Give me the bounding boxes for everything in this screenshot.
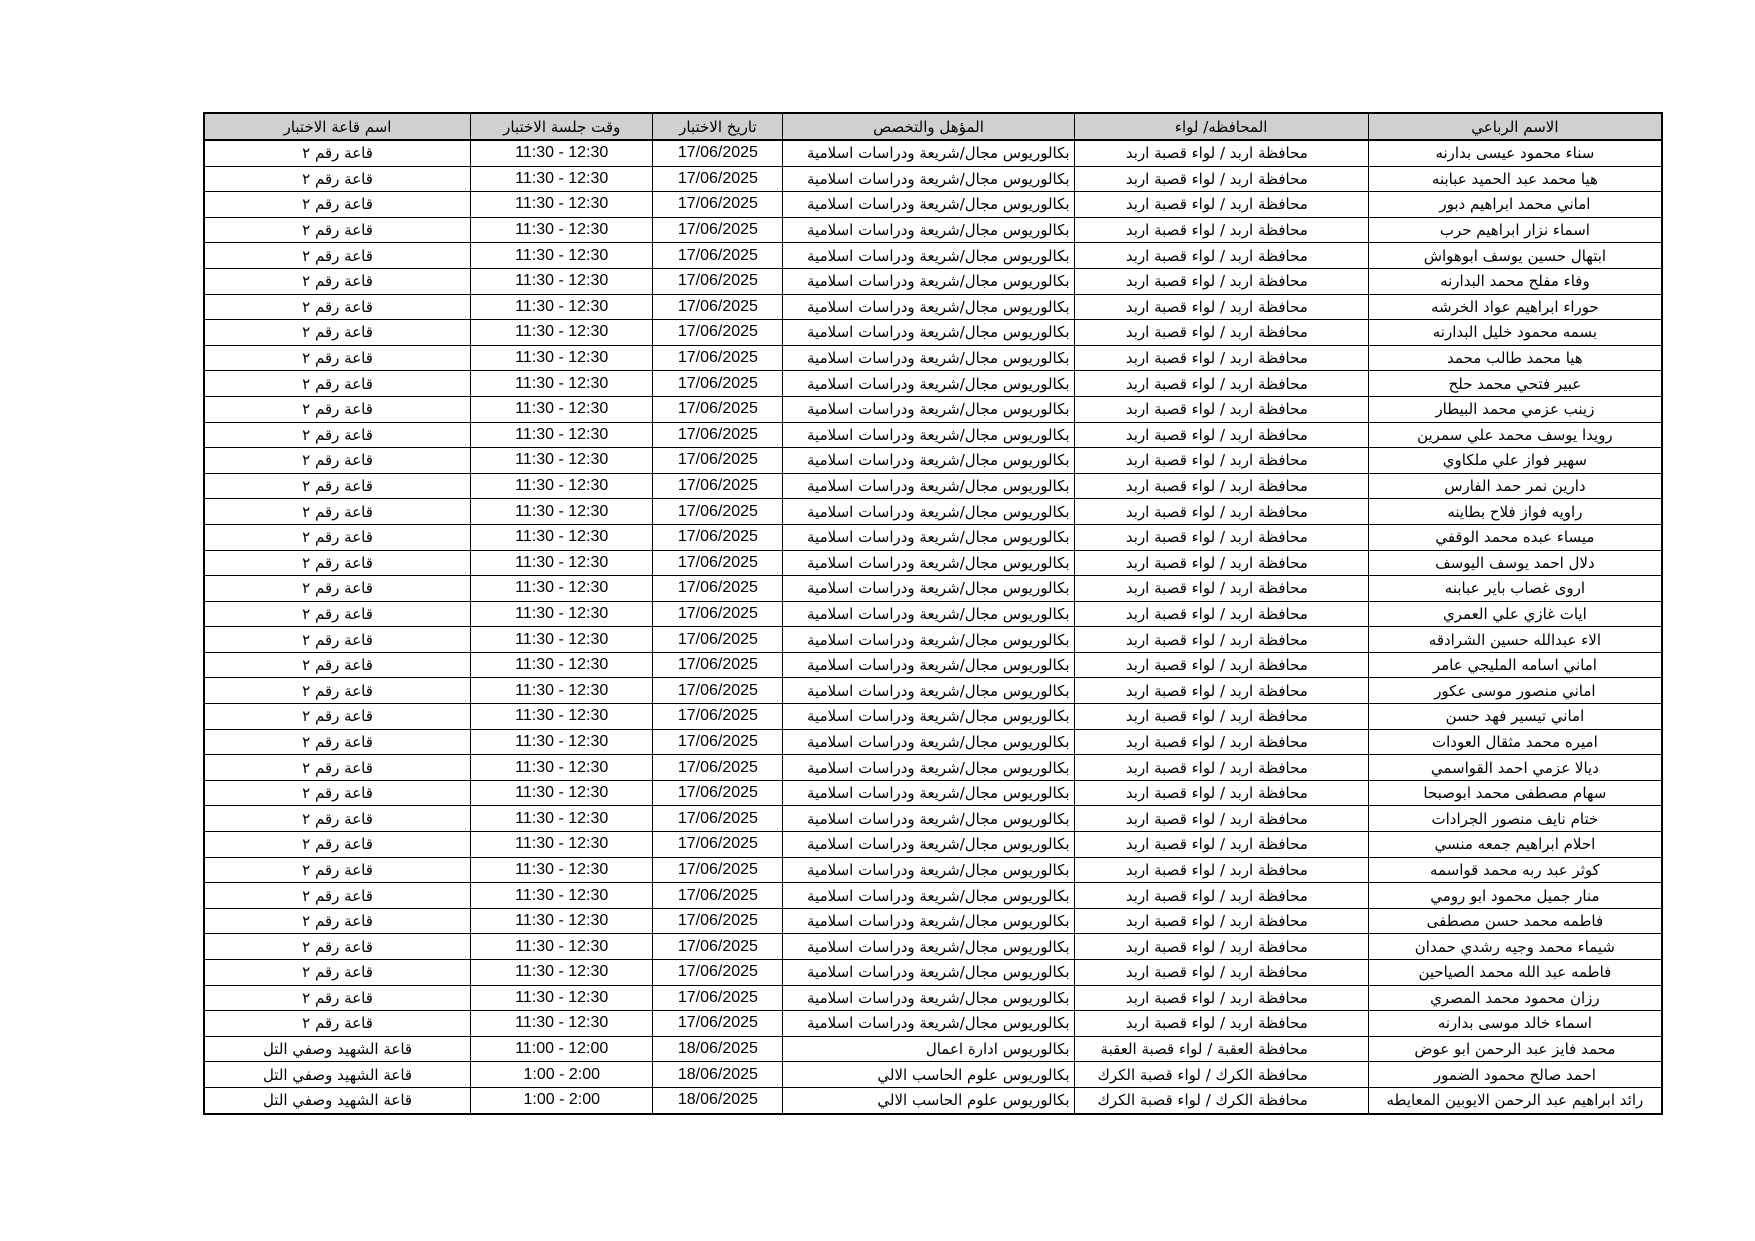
cell-time: 1:00 - 2:00	[471, 1087, 653, 1113]
table-row	[204, 806, 1662, 832]
cell-hall: قاعة رقم ٢	[204, 166, 471, 192]
cell-governorate: محافظة اربد / لواء قصبة اربد	[1074, 422, 1368, 448]
header-hall: اسم قاعة الاختبار	[204, 113, 471, 140]
table-row	[204, 217, 1662, 243]
cell-date: 18/06/2025	[653, 1036, 783, 1062]
cell-time: 11:30 - 12:30	[471, 473, 653, 499]
cell-date: 17/06/2025	[653, 524, 783, 550]
cell-time: 11:30 - 12:30	[471, 422, 653, 448]
cell-time: 11:30 - 12:30	[471, 755, 653, 781]
cell-name: اروى غصاب باير عبابنه	[1368, 576, 1662, 602]
cell-governorate: محافظة اربد / لواء قصبة اربد	[1074, 320, 1368, 346]
cell-hall: قاعة رقم ٢	[204, 601, 471, 627]
cell-governorate: محافظة اربد / لواء قصبة اربد	[1074, 1011, 1368, 1037]
cell-time: 11:30 - 12:30	[471, 320, 653, 346]
cell-hall: قاعة رقم ٢	[204, 934, 471, 960]
table-row	[204, 934, 1662, 960]
cell-name: سهير فواز علي ملكاوي	[1368, 448, 1662, 474]
cell-governorate: محافظة الكرك / لواء قصبة الكرك	[1074, 1062, 1368, 1088]
cell-qualification: بكالوريوس مجال/شريعة ودراسات اسلامية	[783, 780, 1074, 806]
cell-governorate: محافظة اربد / لواء قصبة اربد	[1074, 908, 1368, 934]
cell-qualification: بكالوريوس مجال/شريعة ودراسات اسلامية	[783, 345, 1074, 371]
cell-date: 17/06/2025	[653, 243, 783, 269]
cell-name: الاء عبدالله حسين الشرادقه	[1368, 627, 1662, 653]
cell-qualification: بكالوريوس مجال/شريعة ودراسات اسلامية	[783, 601, 1074, 627]
cell-qualification: بكالوريوس مجال/شريعة ودراسات اسلامية	[783, 448, 1074, 474]
cell-time: 11:30 - 12:30	[471, 832, 653, 858]
cell-date: 17/06/2025	[653, 448, 783, 474]
cell-hall: قاعة رقم ٢	[204, 422, 471, 448]
cell-date: 17/06/2025	[653, 166, 783, 192]
cell-qualification: بكالوريوس مجال/شريعة ودراسات اسلامية	[783, 832, 1074, 858]
cell-name: اميره محمد مثقال العودات	[1368, 729, 1662, 755]
table-row	[204, 345, 1662, 371]
cell-time: 11:30 - 12:30	[471, 140, 653, 166]
table-row	[204, 473, 1662, 499]
exam-schedule-table	[203, 112, 1663, 1115]
cell-date: 17/06/2025	[653, 294, 783, 320]
cell-hall: قاعة الشهيد وصفي التل	[204, 1036, 471, 1062]
cell-name: راويه فواز فلاح بطاينه	[1368, 499, 1662, 525]
cell-qualification: بكالوريوس مجال/شريعة ودراسات اسلامية	[783, 243, 1074, 269]
cell-name: اسماء خالد موسى بدارنه	[1368, 1011, 1662, 1037]
cell-governorate: محافظة اربد / لواء قصبة اربد	[1074, 627, 1368, 653]
table-row	[204, 576, 1662, 602]
cell-time: 11:30 - 12:30	[471, 550, 653, 576]
cell-qualification: بكالوريوس مجال/شريعة ودراسات اسلامية	[783, 550, 1074, 576]
cell-qualification: بكالوريوس مجال/شريعة ودراسات اسلامية	[783, 652, 1074, 678]
cell-hall: قاعة رقم ٢	[204, 294, 471, 320]
cell-governorate: محافظة اربد / لواء قصبة اربد	[1074, 550, 1368, 576]
cell-governorate: محافظة اربد / لواء قصبة اربد	[1074, 780, 1368, 806]
cell-name: دلال احمد يوسف اليوسف	[1368, 550, 1662, 576]
cell-governorate: محافظة اربد / لواء قصبة اربد	[1074, 704, 1368, 730]
cell-qualification: بكالوريوس مجال/شريعة ودراسات اسلامية	[783, 627, 1074, 653]
cell-governorate: محافظة اربد / لواء قصبة اربد	[1074, 345, 1368, 371]
cell-time: 11:30 - 12:30	[471, 166, 653, 192]
cell-name: احمد صالح محمود الضمور	[1368, 1062, 1662, 1088]
cell-qualification: بكالوريوس مجال/شريعة ودراسات اسلامية	[783, 806, 1074, 832]
cell-date: 17/06/2025	[653, 371, 783, 397]
cell-qualification: بكالوريوس مجال/شريعة ودراسات اسلامية	[783, 755, 1074, 781]
cell-qualification: بكالوريوس مجال/شريعة ودراسات اسلامية	[783, 473, 1074, 499]
cell-time: 11:30 - 12:30	[471, 345, 653, 371]
cell-qualification: بكالوريوس مجال/شريعة ودراسات اسلامية	[783, 729, 1074, 755]
cell-name: ديالا عزمي احمد القواسمي	[1368, 755, 1662, 781]
cell-hall: قاعة رقم ٢	[204, 320, 471, 346]
cell-hall: قاعة رقم ٢	[204, 550, 471, 576]
cell-qualification: بكالوريوس علوم الحاسب الالي	[783, 1087, 1074, 1113]
cell-name: حوراء ابراهيم عواد الخرشه	[1368, 294, 1662, 320]
table-row	[204, 755, 1662, 781]
cell-qualification: بكالوريوس مجال/شريعة ودراسات اسلامية	[783, 908, 1074, 934]
cell-time: 11:30 - 12:30	[471, 371, 653, 397]
table-row	[204, 704, 1662, 730]
cell-time: 11:30 - 12:30	[471, 729, 653, 755]
cell-qualification: بكالوريوس مجال/شريعة ودراسات اسلامية	[783, 934, 1074, 960]
cell-hall: قاعة رقم ٢	[204, 960, 471, 986]
cell-hall: قاعة رقم ٢	[204, 652, 471, 678]
cell-governorate: محافظة اربد / لواء قصبة اربد	[1074, 729, 1368, 755]
cell-hall: قاعة رقم ٢	[204, 832, 471, 858]
cell-hall: قاعة رقم ٢	[204, 678, 471, 704]
table-row	[204, 883, 1662, 909]
cell-date: 17/06/2025	[653, 499, 783, 525]
cell-time: 11:30 - 12:30	[471, 704, 653, 730]
cell-name: رزان محمود محمد المصري	[1368, 985, 1662, 1011]
cell-time: 11:30 - 12:30	[471, 627, 653, 653]
header-qualification: المؤهل والتخصص	[783, 113, 1074, 140]
cell-time: 11:30 - 12:30	[471, 192, 653, 218]
cell-governorate: محافظة اربد / لواء قصبة اربد	[1074, 166, 1368, 192]
cell-time: 11:30 - 12:30	[471, 499, 653, 525]
cell-qualification: بكالوريوس مجال/شريعة ودراسات اسلامية	[783, 294, 1074, 320]
table-row	[204, 601, 1662, 627]
cell-qualification: بكالوريوس مجال/شريعة ودراسات اسلامية	[783, 524, 1074, 550]
table-row	[204, 294, 1662, 320]
table-row	[204, 729, 1662, 755]
cell-name: ميساء عبده محمد الوقفي	[1368, 524, 1662, 550]
cell-date: 17/06/2025	[653, 857, 783, 883]
cell-qualification: بكالوريوس مجال/شريعة ودراسات اسلامية	[783, 857, 1074, 883]
cell-hall: قاعة رقم ٢	[204, 524, 471, 550]
cell-governorate: محافظة اربد / لواء قصبة اربد	[1074, 678, 1368, 704]
cell-name: منار جميل محمود ابو رومي	[1368, 883, 1662, 909]
table-row	[204, 448, 1662, 474]
cell-hall: قاعة رقم ٢	[204, 192, 471, 218]
table-row	[204, 422, 1662, 448]
cell-time: 11:30 - 12:30	[471, 908, 653, 934]
cell-hall: قاعة رقم ٢	[204, 576, 471, 602]
table-row	[204, 908, 1662, 934]
table-row	[204, 1036, 1662, 1062]
cell-qualification: بكالوريوس مجال/شريعة ودراسات اسلامية	[783, 422, 1074, 448]
cell-name: اسماء نزار ابراهيم حرب	[1368, 217, 1662, 243]
cell-governorate: محافظة اربد / لواء قصبة اربد	[1074, 243, 1368, 269]
cell-date: 17/06/2025	[653, 755, 783, 781]
cell-governorate: محافظة اربد / لواء قصبة اربد	[1074, 601, 1368, 627]
header-row	[204, 113, 1662, 140]
table-row	[204, 192, 1662, 218]
table-row	[204, 396, 1662, 422]
cell-qualification: بكالوريوس مجال/شريعة ودراسات اسلامية	[783, 576, 1074, 602]
table-row	[204, 268, 1662, 294]
cell-date: 17/06/2025	[653, 473, 783, 499]
cell-governorate: محافظة اربد / لواء قصبة اربد	[1074, 524, 1368, 550]
cell-date: 17/06/2025	[653, 627, 783, 653]
header-date: تاريخ الاختبار	[653, 113, 783, 140]
cell-date: 17/06/2025	[653, 652, 783, 678]
cell-hall: قاعة رقم ٢	[204, 857, 471, 883]
table-row	[204, 243, 1662, 269]
cell-name: وفاء مفلح محمد البدارنه	[1368, 268, 1662, 294]
cell-hall: قاعة رقم ٢	[204, 755, 471, 781]
cell-date: 17/06/2025	[653, 601, 783, 627]
cell-date: 17/06/2025	[653, 883, 783, 909]
cell-governorate: محافظة اربد / لواء قصبة اربد	[1074, 294, 1368, 320]
table-row	[204, 550, 1662, 576]
cell-qualification: بكالوريوس مجال/شريعة ودراسات اسلامية	[783, 371, 1074, 397]
cell-hall: قاعة رقم ٢	[204, 1011, 471, 1037]
table-row	[204, 627, 1662, 653]
cell-date: 17/06/2025	[653, 396, 783, 422]
cell-governorate: محافظة الكرك / لواء قصبة الكرك	[1074, 1087, 1368, 1113]
cell-name: محمد فايز عبد الرحمن ابو عوض	[1368, 1036, 1662, 1062]
header-governorate: المحافظه/ لواء	[1074, 113, 1368, 140]
cell-date: 18/06/2025	[653, 1062, 783, 1088]
cell-qualification: بكالوريوس مجال/شريعة ودراسات اسلامية	[783, 1011, 1074, 1037]
cell-name: ابتهال حسين يوسف ابوهواش	[1368, 243, 1662, 269]
cell-qualification: بكالوريوس مجال/شريعة ودراسات اسلامية	[783, 985, 1074, 1011]
cell-hall: قاعة رقم ٢	[204, 729, 471, 755]
cell-date: 17/06/2025	[653, 704, 783, 730]
cell-qualification: بكالوريوس مجال/شريعة ودراسات اسلامية	[783, 678, 1074, 704]
cell-governorate: محافظة اربد / لواء قصبة اربد	[1074, 985, 1368, 1011]
cell-governorate: محافظة اربد / لواء قصبة اربد	[1074, 140, 1368, 166]
cell-name: دارين نمر حمد الفارس	[1368, 473, 1662, 499]
cell-time: 11:30 - 12:30	[471, 268, 653, 294]
table-row	[204, 832, 1662, 858]
cell-governorate: محافظة اربد / لواء قصبة اربد	[1074, 371, 1368, 397]
cell-date: 17/06/2025	[653, 1011, 783, 1037]
cell-time: 11:30 - 12:30	[471, 294, 653, 320]
cell-qualification: بكالوريوس علوم الحاسب الالي	[783, 1062, 1074, 1088]
cell-name: احلام ابراهيم جمعه منسي	[1368, 832, 1662, 858]
cell-hall: قاعة رقم ٢	[204, 704, 471, 730]
cell-name: بسمه محمود خليل البدارنه	[1368, 320, 1662, 346]
cell-governorate: محافظة اربد / لواء قصبة اربد	[1074, 755, 1368, 781]
cell-hall: قاعة رقم ٢	[204, 806, 471, 832]
table-header	[204, 113, 1662, 140]
cell-qualification: بكالوريوس مجال/شريعة ودراسات اسلامية	[783, 166, 1074, 192]
table-row	[204, 371, 1662, 397]
cell-governorate: محافظة اربد / لواء قصبة اربد	[1074, 473, 1368, 499]
cell-date: 17/06/2025	[653, 320, 783, 346]
cell-name: اماني تيسير فهد حسن	[1368, 704, 1662, 730]
cell-date: 17/06/2025	[653, 780, 783, 806]
cell-governorate: محافظة اربد / لواء قصبة اربد	[1074, 883, 1368, 909]
cell-qualification: بكالوريوس مجال/شريعة ودراسات اسلامية	[783, 499, 1074, 525]
cell-qualification: بكالوريوس مجال/شريعة ودراسات اسلامية	[783, 320, 1074, 346]
cell-hall: قاعة رقم ٢	[204, 268, 471, 294]
cell-hall: قاعة رقم ٢	[204, 243, 471, 269]
table-row	[204, 499, 1662, 525]
cell-name: سهام مصطفى محمد ابوصبحا	[1368, 780, 1662, 806]
cell-time: 11:30 - 12:30	[471, 448, 653, 474]
cell-name: فاطمه محمد حسن مصطفى	[1368, 908, 1662, 934]
cell-name: ختام نايف منصور الجرادات	[1368, 806, 1662, 832]
cell-date: 17/06/2025	[653, 576, 783, 602]
cell-qualification: بكالوريوس مجال/شريعة ودراسات اسلامية	[783, 704, 1074, 730]
cell-hall: قاعة رقم ٢	[204, 985, 471, 1011]
cell-name: ايات غازي علي العمري	[1368, 601, 1662, 627]
cell-name: رويدا يوسف محمد علي سمرين	[1368, 422, 1662, 448]
cell-governorate: محافظة اربد / لواء قصبة اربد	[1074, 268, 1368, 294]
cell-governorate: محافظة اربد / لواء قصبة اربد	[1074, 652, 1368, 678]
cell-hall: قاعة رقم ٢	[204, 473, 471, 499]
cell-governorate: محافظة اربد / لواء قصبة اربد	[1074, 934, 1368, 960]
cell-time: 11:30 - 12:30	[471, 883, 653, 909]
cell-time: 11:30 - 12:30	[471, 960, 653, 986]
cell-name: زينب عزمي محمد البيطار	[1368, 396, 1662, 422]
cell-time: 11:30 - 12:30	[471, 857, 653, 883]
cell-time: 11:30 - 12:30	[471, 780, 653, 806]
cell-date: 17/06/2025	[653, 729, 783, 755]
cell-time: 11:30 - 12:30	[471, 934, 653, 960]
cell-governorate: محافظة اربد / لواء قصبة اربد	[1074, 806, 1368, 832]
cell-qualification: بكالوريوس مجال/شريعة ودراسات اسلامية	[783, 396, 1074, 422]
cell-governorate: محافظة اربد / لواء قصبة اربد	[1074, 217, 1368, 243]
cell-time: 1:00 - 2:00	[471, 1062, 653, 1088]
cell-date: 17/06/2025	[653, 345, 783, 371]
cell-time: 11:00 - 12:00	[471, 1036, 653, 1062]
cell-qualification: بكالوريوس مجال/شريعة ودراسات اسلامية	[783, 960, 1074, 986]
table-row	[204, 1011, 1662, 1037]
cell-time: 11:30 - 12:30	[471, 678, 653, 704]
table-row	[204, 140, 1662, 166]
cell-name: هيا محمد طالب محمد	[1368, 345, 1662, 371]
cell-qualification: بكالوريوس مجال/شريعة ودراسات اسلامية	[783, 192, 1074, 218]
cell-time: 11:30 - 12:30	[471, 985, 653, 1011]
cell-hall: قاعة رقم ٢	[204, 908, 471, 934]
cell-date: 17/06/2025	[653, 960, 783, 986]
cell-date: 18/06/2025	[653, 1087, 783, 1113]
table-row	[204, 1087, 1662, 1113]
table-row	[204, 678, 1662, 704]
cell-time: 11:30 - 12:30	[471, 217, 653, 243]
cell-hall: قاعة الشهيد وصفي التل	[204, 1062, 471, 1088]
cell-qualification: بكالوريوس مجال/شريعة ودراسات اسلامية	[783, 140, 1074, 166]
cell-time: 11:30 - 12:30	[471, 652, 653, 678]
cell-qualification: بكالوريوس مجال/شريعة ودراسات اسلامية	[783, 268, 1074, 294]
cell-date: 17/06/2025	[653, 140, 783, 166]
cell-governorate: محافظة اربد / لواء قصبة اربد	[1074, 960, 1368, 986]
cell-name: رائد ابراهيم عبد الرحمن الايوبين المعايطه	[1368, 1087, 1662, 1113]
table-row	[204, 652, 1662, 678]
cell-hall: قاعة الشهيد وصفي التل	[204, 1087, 471, 1113]
cell-name: فاطمه عبد الله محمد الصياحين	[1368, 960, 1662, 986]
cell-date: 17/06/2025	[653, 806, 783, 832]
cell-date: 17/06/2025	[653, 192, 783, 218]
cell-governorate: محافظة اربد / لواء قصبة اربد	[1074, 576, 1368, 602]
cell-governorate: محافظة اربد / لواء قصبة اربد	[1074, 857, 1368, 883]
cell-name: اماني اسامه المليجي عامر	[1368, 652, 1662, 678]
cell-time: 11:30 - 12:30	[471, 396, 653, 422]
cell-time: 11:30 - 12:30	[471, 243, 653, 269]
table-row	[204, 524, 1662, 550]
cell-governorate: محافظة اربد / لواء قصبة اربد	[1074, 832, 1368, 858]
cell-hall: قاعة رقم ٢	[204, 883, 471, 909]
cell-hall: قاعة رقم ٢	[204, 140, 471, 166]
cell-hall: قاعة رقم ٢	[204, 780, 471, 806]
cell-hall: قاعة رقم ٢	[204, 499, 471, 525]
cell-date: 17/06/2025	[653, 985, 783, 1011]
cell-hall: قاعة رقم ٢	[204, 396, 471, 422]
cell-hall: قاعة رقم ٢	[204, 217, 471, 243]
cell-governorate: محافظة العقبة / لواء قصبة العقبة	[1074, 1036, 1368, 1062]
cell-name: كوثر عبد ربه محمد قواسمه	[1368, 857, 1662, 883]
header-time: وقت جلسة الاختبار	[471, 113, 653, 140]
cell-name: شيماء محمد وجيه رشدي حمدان	[1368, 934, 1662, 960]
cell-hall: قاعة رقم ٢	[204, 627, 471, 653]
table-row	[204, 985, 1662, 1011]
cell-qualification: بكالوريوس مجال/شريعة ودراسات اسلامية	[783, 883, 1074, 909]
table-row	[204, 320, 1662, 346]
table-body	[204, 140, 1662, 1114]
cell-time: 11:30 - 12:30	[471, 601, 653, 627]
table-row	[204, 1062, 1662, 1088]
cell-name: اماني محمد ابراهيم دبور	[1368, 192, 1662, 218]
cell-name: سناء محمود عيسى بدارنه	[1368, 140, 1662, 166]
cell-time: 11:30 - 12:30	[471, 524, 653, 550]
table-row	[204, 780, 1662, 806]
cell-date: 17/06/2025	[653, 422, 783, 448]
cell-date: 17/06/2025	[653, 832, 783, 858]
cell-name: هيا محمد عبد الحميد عبابنه	[1368, 166, 1662, 192]
cell-qualification: بكالوريوس مجال/شريعة ودراسات اسلامية	[783, 217, 1074, 243]
cell-governorate: محافظة اربد / لواء قصبة اربد	[1074, 192, 1368, 218]
cell-governorate: محافظة اربد / لواء قصبة اربد	[1074, 396, 1368, 422]
cell-time: 11:30 - 12:30	[471, 576, 653, 602]
cell-hall: قاعة رقم ٢	[204, 371, 471, 397]
cell-qualification: بكالوريوس ادارة اعمال	[783, 1036, 1074, 1062]
cell-hall: قاعة رقم ٢	[204, 345, 471, 371]
cell-hall: قاعة رقم ٢	[204, 448, 471, 474]
cell-governorate: محافظة اربد / لواء قصبة اربد	[1074, 499, 1368, 525]
cell-date: 17/06/2025	[653, 678, 783, 704]
header-name: الاسم الرباعي	[1368, 113, 1662, 140]
cell-date: 17/06/2025	[653, 908, 783, 934]
cell-date: 17/06/2025	[653, 217, 783, 243]
cell-date: 17/06/2025	[653, 550, 783, 576]
cell-time: 11:30 - 12:30	[471, 806, 653, 832]
cell-name: عبير فتحي محمد حلح	[1368, 371, 1662, 397]
cell-date: 17/06/2025	[653, 268, 783, 294]
table-row	[204, 960, 1662, 986]
table-row	[204, 857, 1662, 883]
cell-governorate: محافظة اربد / لواء قصبة اربد	[1074, 448, 1368, 474]
cell-date: 17/06/2025	[653, 934, 783, 960]
table-row	[204, 166, 1662, 192]
cell-time: 11:30 - 12:30	[471, 1011, 653, 1037]
cell-name: اماني منصور موسى عكور	[1368, 678, 1662, 704]
